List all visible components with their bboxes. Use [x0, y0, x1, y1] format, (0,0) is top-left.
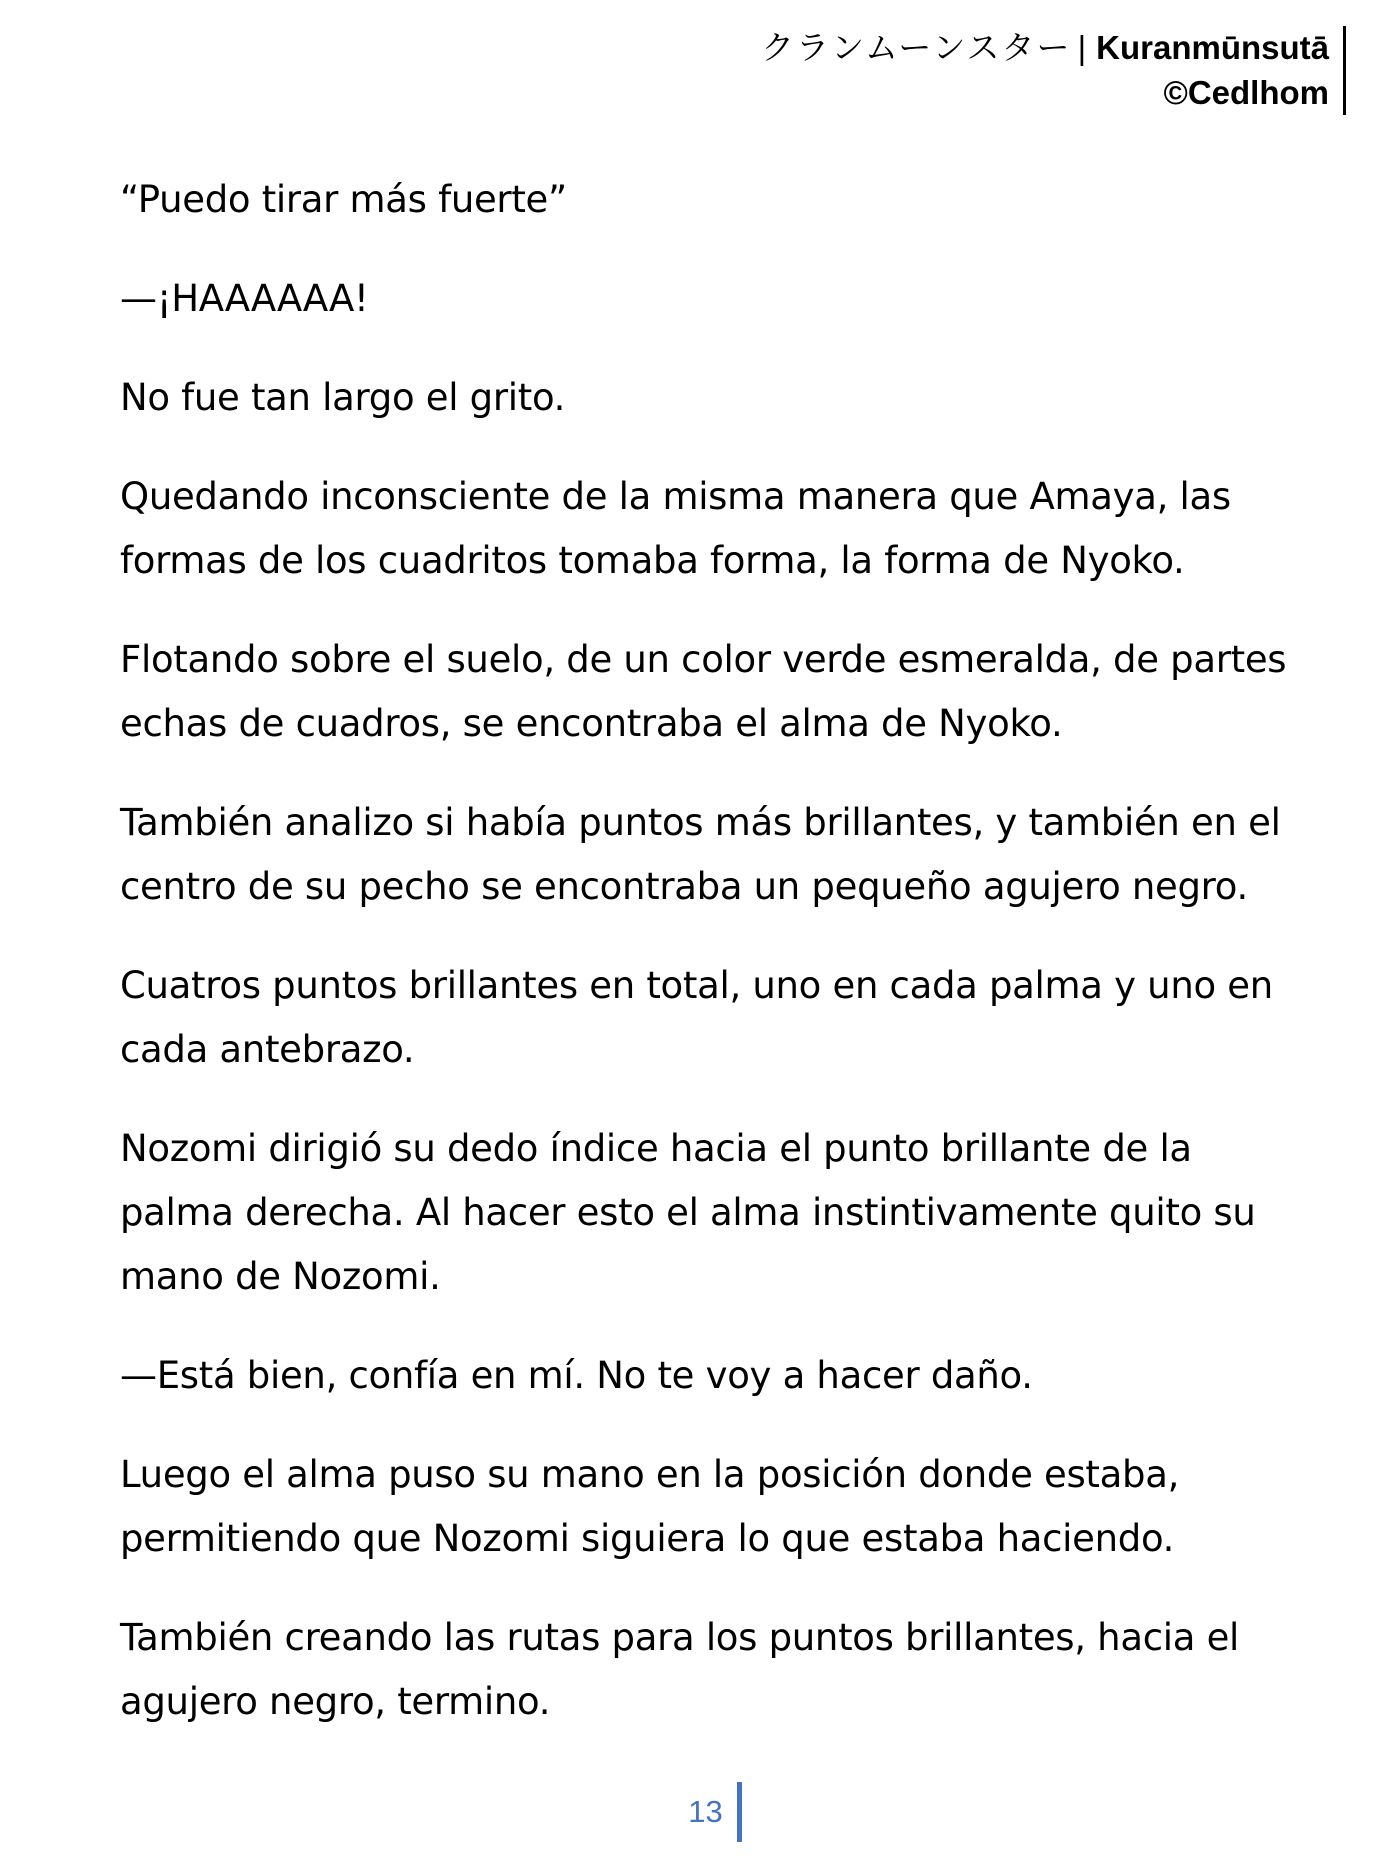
paragraph: Flotando sobre el suelo, de un color verde esmeralda, de partes echas de cuadros, se encontraba el alma de Nyoko.: [120, 638, 1287, 745]
header-separator: |: [1077, 29, 1087, 66]
page-header: [761, 26, 1346, 115]
paragraph: Quedando inconsciente de la misma manera que Amaya, las formas de los cuadritos tomaba forma, la forma de Nyoko.: [120, 475, 1231, 582]
paragraph: —¡HAAAAAA!: [120, 277, 369, 320]
paragraph: Nozomi dirigió su dedo índice hacia el punto brillante de la palma derecha. Al hacer esto el alma instintivamente quito su mano de Nozomi.: [120, 1127, 1256, 1298]
paragraph: Cuatros puntos brillantes en total, uno en cada palma y uno en cada antebrazo.: [120, 964, 1273, 1071]
header-title-line: [761, 26, 1329, 71]
paragraph: También analizo si había puntos más brillantes, y también en el centro de su pecho se encontraba un pequeño agujero negro.: [120, 801, 1281, 908]
page-footer: [0, 1782, 1400, 1842]
header-copyright: ©Cedlhom: [1163, 73, 1329, 111]
paragraph: También creando las rutas para los puntos brillantes, hacia el agujero negro, termino.: [120, 1616, 1240, 1723]
paragraph: No fue tan largo el grito.: [120, 376, 566, 419]
paragraph: —Está bien, confía en mí. No te voy a hacer daño.: [120, 1354, 1033, 1397]
paragraph: Luego el alma puso su mano en la posición donde estaba, permitiendo que Nozomi siguiera lo que estaba haciendo.: [120, 1453, 1180, 1560]
page-body: [120, 168, 1305, 1769]
paragraph: “Puedo tirar más fuerte”: [120, 178, 567, 221]
header-romaji-title: Kuranmūnsutā: [1096, 29, 1329, 66]
page-number: 13: [688, 1782, 741, 1842]
header-japanese-title: クランムーンスター: [761, 28, 1072, 67]
